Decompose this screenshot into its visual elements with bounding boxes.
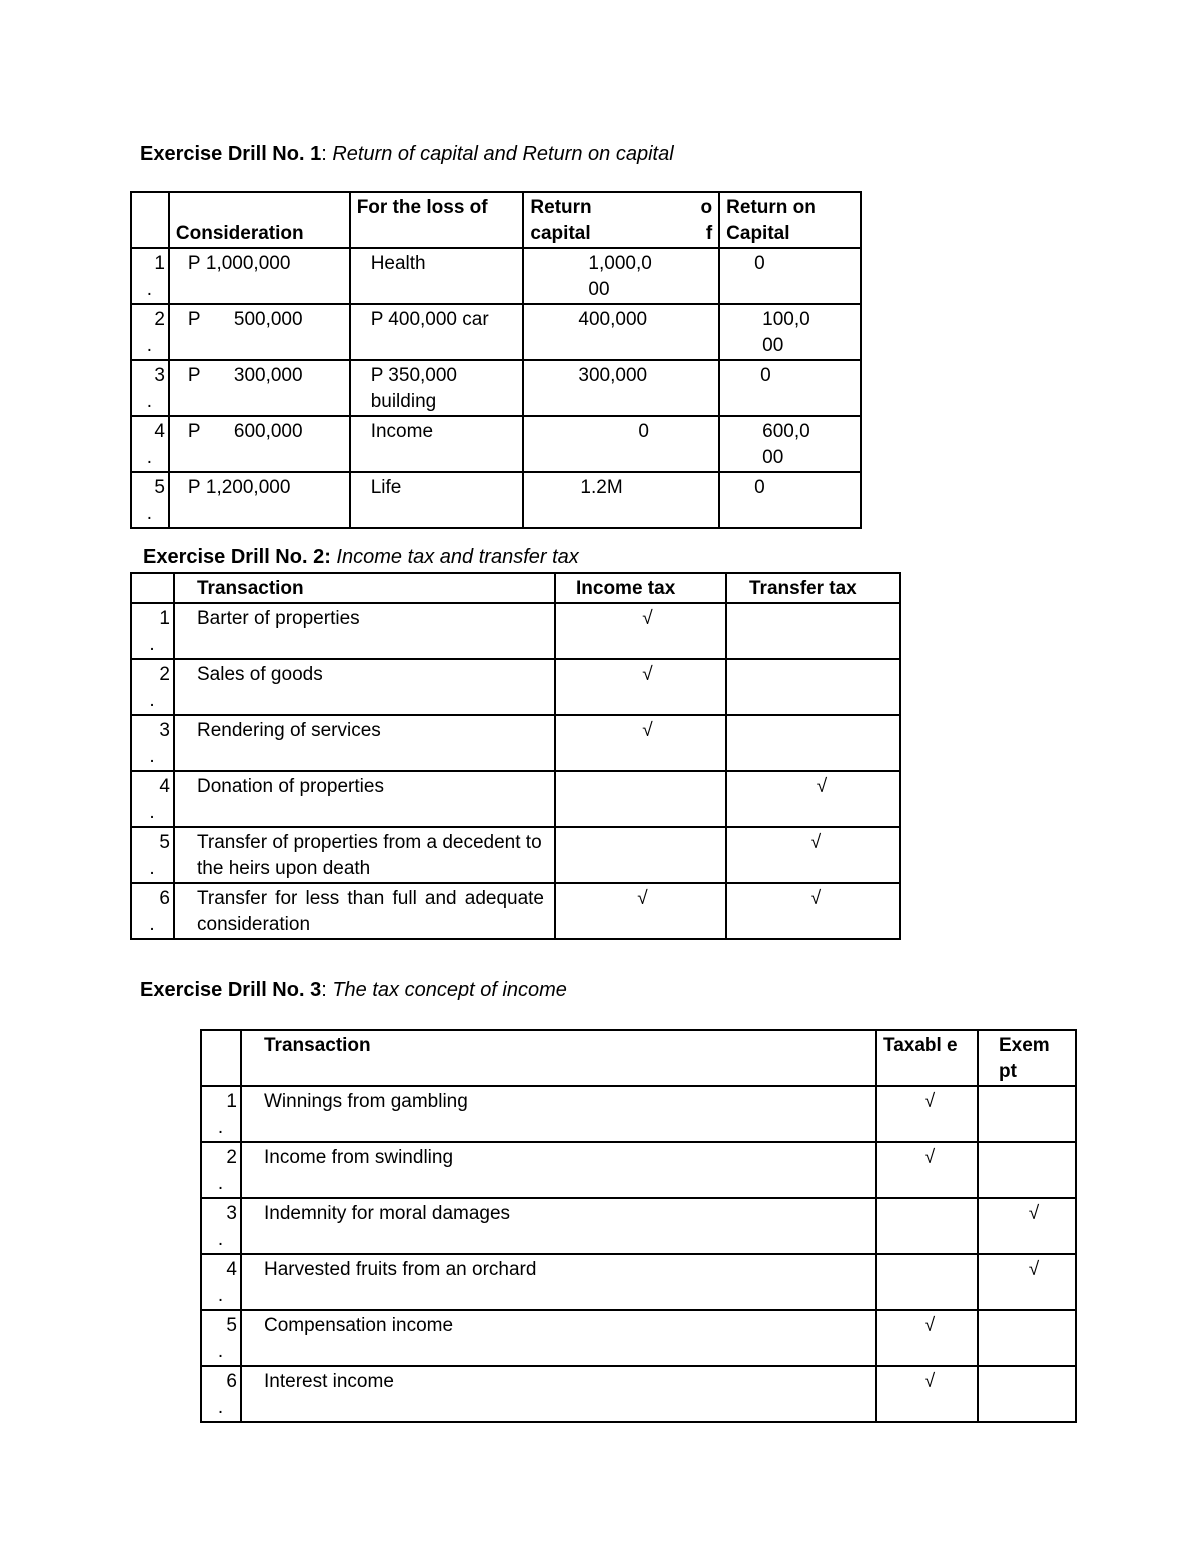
return-of-capital-cell: 400,000: [523, 304, 719, 360]
row-number-value: 2: [159, 664, 170, 685]
drill1-heading: [140, 143, 674, 166]
table-row: [201, 1086, 1076, 1142]
row-number-value: 1: [159, 608, 170, 629]
return-on-capital-cell: 0: [719, 360, 861, 416]
row-number: [131, 360, 169, 416]
row-number-dot: .: [149, 914, 155, 935]
row-number-value: 3: [159, 720, 170, 741]
row-number-value: 2: [154, 309, 165, 330]
row-number-dot: .: [146, 279, 153, 300]
transfer-tax-cell: √: [726, 827, 900, 883]
row-number-value: 4: [154, 421, 165, 442]
row-number: [201, 1366, 241, 1422]
return-of-capital-cell: 0: [523, 416, 719, 472]
row-number-value: 1: [154, 253, 165, 274]
exempt-cell: [978, 1142, 1076, 1198]
amount: 600,000: [233, 421, 303, 442]
row-number: [131, 248, 169, 304]
amount: 1,000,000: [205, 253, 291, 274]
peso-sign: P: [187, 365, 201, 386]
transaction-cell: Income from swindling: [241, 1142, 876, 1198]
taxable-cell: √: [876, 1310, 978, 1366]
row-number-value: 5: [226, 1315, 237, 1336]
taxable-cell: √: [876, 1086, 978, 1142]
drill1-header-num: [131, 192, 169, 248]
consideration-cell: [169, 304, 350, 360]
consideration-cell: [169, 472, 350, 528]
drill1-header-return-of-o: o: [700, 197, 713, 218]
loss-cell: P 350,000 building: [350, 360, 524, 416]
peso-sign: P: [187, 477, 201, 498]
loss-cell: Income: [350, 416, 524, 472]
transaction-cell: Harvested fruits from an orchard: [241, 1254, 876, 1310]
row-number-value: 6: [226, 1371, 237, 1392]
row-number: [201, 1142, 241, 1198]
row-number-dot: .: [217, 1285, 224, 1306]
row-number-dot: .: [149, 634, 155, 655]
loss-cell: P 400,000 car: [350, 304, 524, 360]
income-tax-cell: [555, 827, 726, 883]
amount: 300,000: [233, 365, 303, 386]
return-on-capital-cell: 0: [719, 472, 861, 528]
row-number-value: 3: [226, 1203, 237, 1224]
income-tax-cell: √: [555, 659, 726, 715]
drill1-heading-bold: Exercise Drill No. 1: [140, 143, 322, 165]
peso-sign: P: [187, 253, 201, 274]
drill1-header-consideration: Consideration: [169, 192, 350, 248]
table-row: [131, 827, 900, 883]
amount: 500,000: [233, 309, 303, 330]
row-number: [131, 883, 174, 939]
peso-sign: P: [187, 309, 201, 330]
exempt-cell: [978, 1310, 1076, 1366]
drill1-table: [130, 191, 862, 529]
drill2-table: [130, 572, 901, 940]
peso-sign: P: [187, 421, 201, 442]
drill3-heading-colon: :: [321, 979, 333, 1001]
taxable-cell: √: [876, 1366, 978, 1422]
drill1-header-return-of: [523, 192, 719, 248]
row-number-dot: .: [149, 746, 155, 767]
transaction-cell: Rendering of services: [174, 715, 555, 771]
income-tax-cell: [555, 771, 726, 827]
row-number-dot: .: [146, 503, 153, 524]
row-number: [201, 1198, 241, 1254]
drill2-header-income-tax: Income tax: [555, 573, 726, 603]
drill1-heading-italic: Return of capital and Return on capital: [332, 143, 674, 165]
row-number: [131, 827, 174, 883]
transaction-cell: Compensation income: [241, 1310, 876, 1366]
return-on-capital-cell: 100,0 00: [719, 304, 861, 360]
row-number-dot: .: [149, 858, 155, 879]
exempt-cell: √: [978, 1198, 1076, 1254]
transaction-cell: Barter of properties: [174, 603, 555, 659]
table-row: [201, 1142, 1076, 1198]
drill3-heading-italic: The tax concept of income: [332, 979, 567, 1001]
drill1-heading-colon: :: [321, 143, 333, 165]
drill1-header-loss: For the loss of: [350, 192, 524, 248]
drill3-header-row: [201, 1030, 1076, 1086]
drill3-header-exempt: Exem pt: [978, 1030, 1076, 1086]
row-number-dot: .: [217, 1229, 224, 1250]
taxable-cell: [876, 1198, 978, 1254]
drill2-header-row: [131, 573, 900, 603]
taxable-cell: [876, 1254, 978, 1310]
transfer-tax-cell: [726, 603, 900, 659]
transaction-cell: Interest income: [241, 1366, 876, 1422]
table-row: [131, 603, 900, 659]
row-number: [131, 472, 169, 528]
row-number: [201, 1254, 241, 1310]
table-row: [201, 1254, 1076, 1310]
row-number-dot: .: [149, 802, 155, 823]
drill2-header-transfer-tax: Transfer tax: [726, 573, 900, 603]
table-row: [201, 1310, 1076, 1366]
table-row: [131, 883, 900, 939]
amount: 1,200,000: [205, 477, 291, 498]
row-number: [131, 659, 174, 715]
row-number-dot: .: [149, 690, 155, 711]
row-number-dot: .: [146, 391, 153, 412]
table-row: [131, 659, 900, 715]
row-number-value: 5: [159, 832, 170, 853]
drill2-header-transaction: Transaction: [174, 573, 555, 603]
loss-cell: Life: [350, 472, 524, 528]
transaction-cell: Sales of goods: [174, 659, 555, 715]
row-number: [201, 1086, 241, 1142]
consideration-cell: [169, 248, 350, 304]
row-number-value: 2: [226, 1147, 237, 1168]
row-number-dot: .: [217, 1173, 224, 1194]
row-number-value: 5: [154, 477, 165, 498]
transfer-tax-cell: √: [726, 771, 900, 827]
transaction-cell: Transfer for less than full and adequate consideration: [174, 883, 555, 939]
table-row: [131, 360, 861, 416]
drill1-header-row: [131, 192, 861, 248]
table-row: [131, 304, 861, 360]
exempt-cell: [978, 1366, 1076, 1422]
consideration-cell: [169, 416, 350, 472]
table-row: [201, 1366, 1076, 1422]
consideration-cell: [169, 360, 350, 416]
drill3-header-taxable: Taxabl e: [876, 1030, 978, 1086]
transaction-cell: Donation of properties: [174, 771, 555, 827]
drill1-header-return-of-line1: Return: [530, 197, 592, 218]
row-number-dot: .: [146, 335, 153, 356]
row-number: [201, 1310, 241, 1366]
drill3-heading: [140, 979, 567, 1002]
income-tax-cell: √: [555, 883, 726, 939]
table-row: [131, 771, 900, 827]
return-on-capital-cell: 0: [719, 248, 861, 304]
drill2-heading: [143, 546, 579, 569]
row-number-dot: .: [217, 1397, 224, 1418]
drill2-header-num: [131, 573, 174, 603]
drill1-header-return-of-line2: capital: [530, 223, 591, 244]
drill3-header-transaction: Transaction: [241, 1030, 876, 1086]
drill1-header-return-of-f: f: [705, 223, 713, 244]
row-number-value: 1: [226, 1091, 237, 1112]
row-number: [131, 771, 174, 827]
drill3-table: [200, 1029, 1077, 1423]
table-row: [131, 416, 861, 472]
table-row: [131, 715, 900, 771]
row-number-value: 4: [226, 1259, 237, 1280]
transaction-cell: Winnings from gambling: [241, 1086, 876, 1142]
row-number: [131, 304, 169, 360]
row-number: [131, 416, 169, 472]
drill1-header-return-on: Return on Capital: [719, 192, 861, 248]
row-number-dot: .: [217, 1341, 224, 1362]
drill2-heading-bold: Exercise Drill No. 2:: [143, 546, 331, 568]
transfer-tax-cell: [726, 715, 900, 771]
row-number-value: 6: [159, 888, 170, 909]
transaction-cell: Transfer of properties from a decedent to the heirs upon death: [174, 827, 555, 883]
drill3-heading-bold: Exercise Drill No. 3: [140, 979, 322, 1001]
row-number: [131, 603, 174, 659]
row-number: [131, 715, 174, 771]
taxable-cell: √: [876, 1142, 978, 1198]
row-number-value: 4: [159, 776, 170, 797]
transfer-tax-cell: [726, 659, 900, 715]
income-tax-cell: √: [555, 715, 726, 771]
table-row: [201, 1198, 1076, 1254]
exempt-cell: √: [978, 1254, 1076, 1310]
table-row: [131, 472, 861, 528]
loss-cell: Health: [350, 248, 524, 304]
exempt-cell: [978, 1086, 1076, 1142]
income-tax-cell: √: [555, 603, 726, 659]
table-row: [131, 248, 861, 304]
row-number-dot: .: [146, 447, 153, 468]
transaction-cell: Indemnity for moral damages: [241, 1198, 876, 1254]
return-of-capital-cell: 1.2M: [523, 472, 719, 528]
row-number-value: 3: [154, 365, 165, 386]
return-of-capital-cell: 300,000: [523, 360, 719, 416]
row-number-dot: .: [217, 1117, 224, 1138]
transfer-tax-cell: √: [726, 883, 900, 939]
drill2-heading-italic: Income tax and transfer tax: [330, 546, 579, 568]
return-of-capital-cell: 1,000,0 00: [523, 248, 719, 304]
drill3-header-num: [201, 1030, 241, 1086]
return-on-capital-cell: 600,0 00: [719, 416, 861, 472]
